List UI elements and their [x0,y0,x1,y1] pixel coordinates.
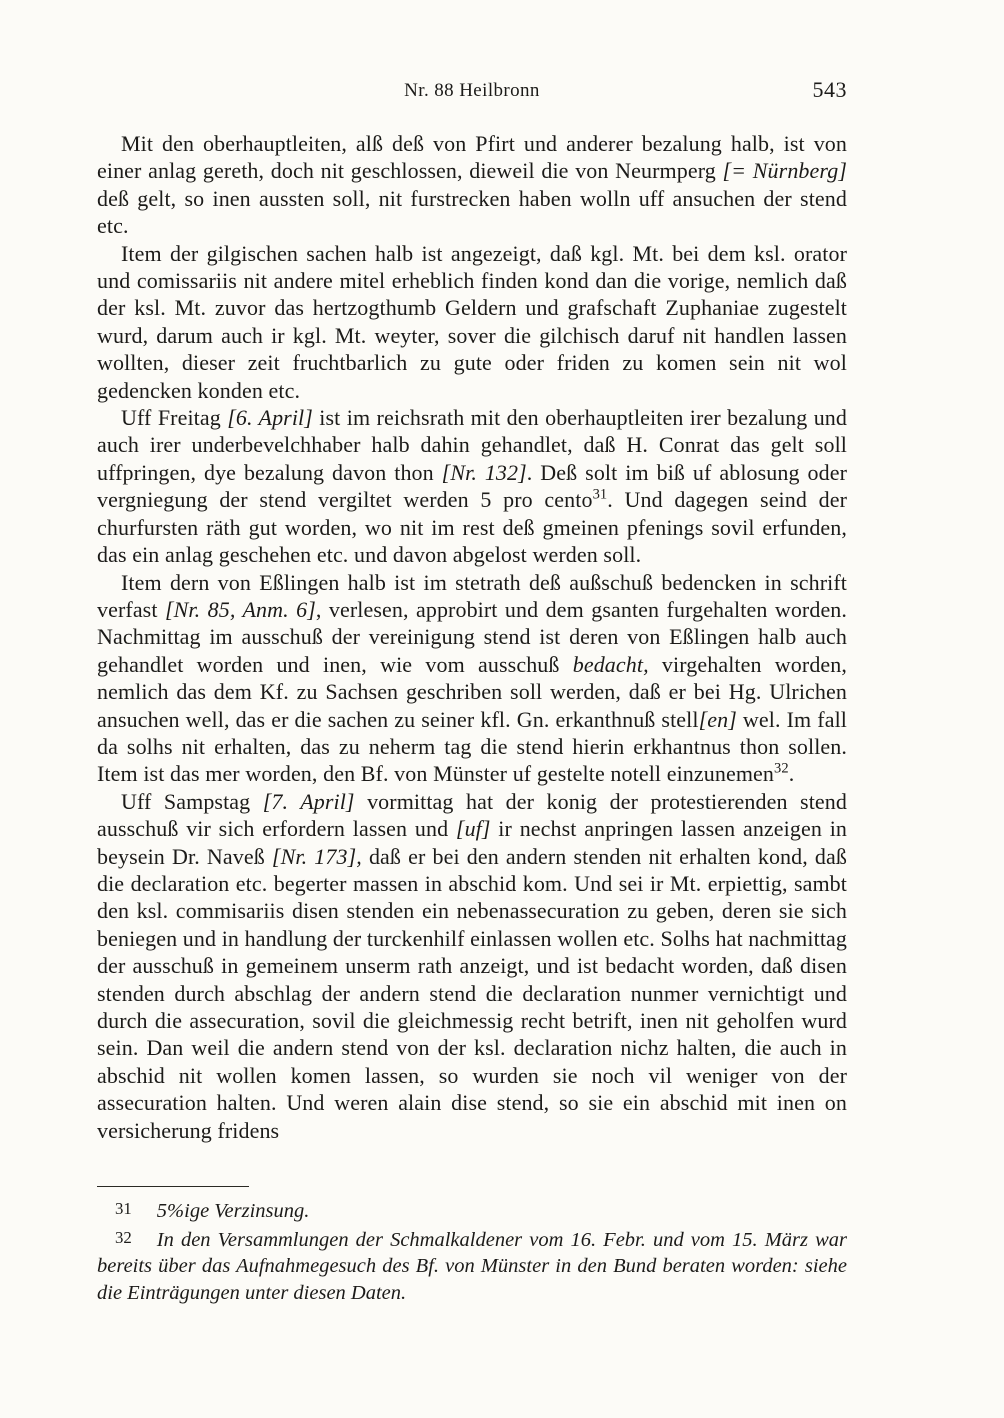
editorial-insertion: [7. April] [262,788,355,814]
running-title: Nr. 88 Heilbronn [404,80,540,101]
body-text [97,130,847,1144]
text-segment: Uff Freitag [121,405,228,431]
footnote-reference: 31 [592,486,608,503]
text-segment: , verlesen, approbirt und dem gsanten furgehalten worden. Nachmittag im ausschuß der vereinigung stend ist deren von Eßlingen halb auch gehandlet worden und inen, wie vom ausschuß [97,596,848,677]
text-segment: virgehalten worden, nemlich das dem Kf. zu Sachsen geschriben soll werden, daß er bei Hg. Ulrichen ansuchen well, das er die sachen zu seiner kfl. Gn. erkanthnuß stell [97,651,847,732]
paragraph [97,404,847,568]
text-segment: Uff Sampstag [121,788,263,814]
paragraph [97,240,847,404]
footnote-marker: 31 [115,1199,132,1219]
footnote [97,1225,847,1307]
footnote-text: 5%ige Verzinsung. [156,1200,310,1223]
text-segment: ir nechst anpringen lassen anzeigen in beysein Dr. Naveß [97,816,848,869]
text-segment: . Und dagegen seind der churfursten räth gut worden, wo nit im rest deß gmeinen pfenings sovil erfunden, das ein anlag geschehen etc. und davon abgelost werden soll. [97,487,848,568]
text-segment: Mit den oberhauptleiten, alß deß von Pfirt und anderer bezalung halb, ist von einer anlag gereth, doch nit geschlossen, dieweil die von Neurmperg [97,131,847,184]
text-segment: daß er bei den andern stenden nit erhalten kond, daß die declaration etc. begerter massen in abschid kom. Und sei ir Mt. erpiettig, sambt den ksl. commisariis disen stenden ein nebenassecuration zu geben, deren sie sich beniegen und in handlung der turckenhilf einlassen wollen etc. Solhs hat nachmittag der ausschuß in gemeinem unserm rath anzeigt, und ist bedacht worden, daß disen stenden durch abschlag der andern stend die declaration nunmer vernichtigt und durch die assecuration, sovil die gleichmessig recht betrift, inen nit geholfen wurd sein. Dan weil die andern stend von der ksl. declaration nichz halten, die auch in abschid nit wollen komen lassen, so wurden sie noch vil weniger von der assecuration halten. Und weren alain dise stend, so sie ein abschid mit inen on versicherung fridens [97,843,847,1143]
footnote-text: In den Versammlungen der Schmalkaldener vom 16. Febr. und vom 15. März war bereits über das Aufnahmegesuch des Bf. von Münster in den Bund beraten worden: siehe die Einträgungen unter diesen Daten. [97,1228,847,1304]
text-segment: wel. Im fall da solhs nit erhalten, das zu neherm tag die stend hierin erkhantnus thon sollen. Item ist das mer worden, den Bf. von Münster uf gestelte notell einzunemen [97,706,847,787]
text-segment: ist im reichsrath mit den oberhauptleiten irer bezalung und auch irer underbevelchhaber halb dahin gehandlet, daß H. Conrat das gelt soll uffpringen, dye bezalung davon thon [97,405,847,485]
page-number: 543 [812,77,847,102]
paragraph [97,788,847,1144]
footnote [97,1196,847,1225]
paragraph [97,569,847,788]
editorial-insertion: [en] [698,706,737,732]
editorial-insertion: [= Nürnberg] [722,158,847,184]
footnote-marker: 32 [115,1227,132,1247]
editorial-insertion: [uf] [455,816,491,842]
editorial-insertion: [Nr. 85, Anm. 6] [164,596,316,622]
text-segment: . Deß solt im biß uf ablosung oder vergniegung der stend vergiltet werden 5 pro cento [97,459,847,513]
editorial-insertion: bedacht, [572,651,649,677]
editorial-insertion: [Nr. 173], [271,843,362,869]
text-segment: Item dern von Eßlingen halb ist im stetrath deß außschuß bedencken in schrift verfast [97,569,847,622]
footnote-separator [97,1186,249,1187]
editorial-insertion: [6. April] [227,405,313,431]
text-segment: deß gelt, so inen aussten soll, nit furstrecken haben wolln uff ansuchen der stend etc. [97,185,847,239]
text-block [97,77,848,1306]
editorial-insertion: [Nr. 132] [441,459,527,485]
text-segment: . [788,761,795,787]
footnote-reference: 32 [774,761,789,778]
page-header [97,77,847,104]
paragraph [97,130,847,240]
text-segment: vormittag hat der konig der protestierenden stend ausschuß vir sich erfordern lassen und [97,788,847,842]
footnotes [97,1196,847,1306]
text-segment: Item der gilgischen sachen halb ist angezeigt, daß kgl. Mt. bei dem ksl. orator und comissariis nit andere mitel erheblich finden kond dan die vorige, nemlich daß der ksl. Mt. zuvor das hertzogthumb Geldern und grafschaft Zuphaniae zugestelt wurd, darum auch ir kgl. Mt. weyter, sover die gilchisch daruf nit handlen lassen wollten, dieser zeit fruchtbarlich zu gute oder friden zu komen sein nit wol gedencken konden etc. [97,240,847,403]
